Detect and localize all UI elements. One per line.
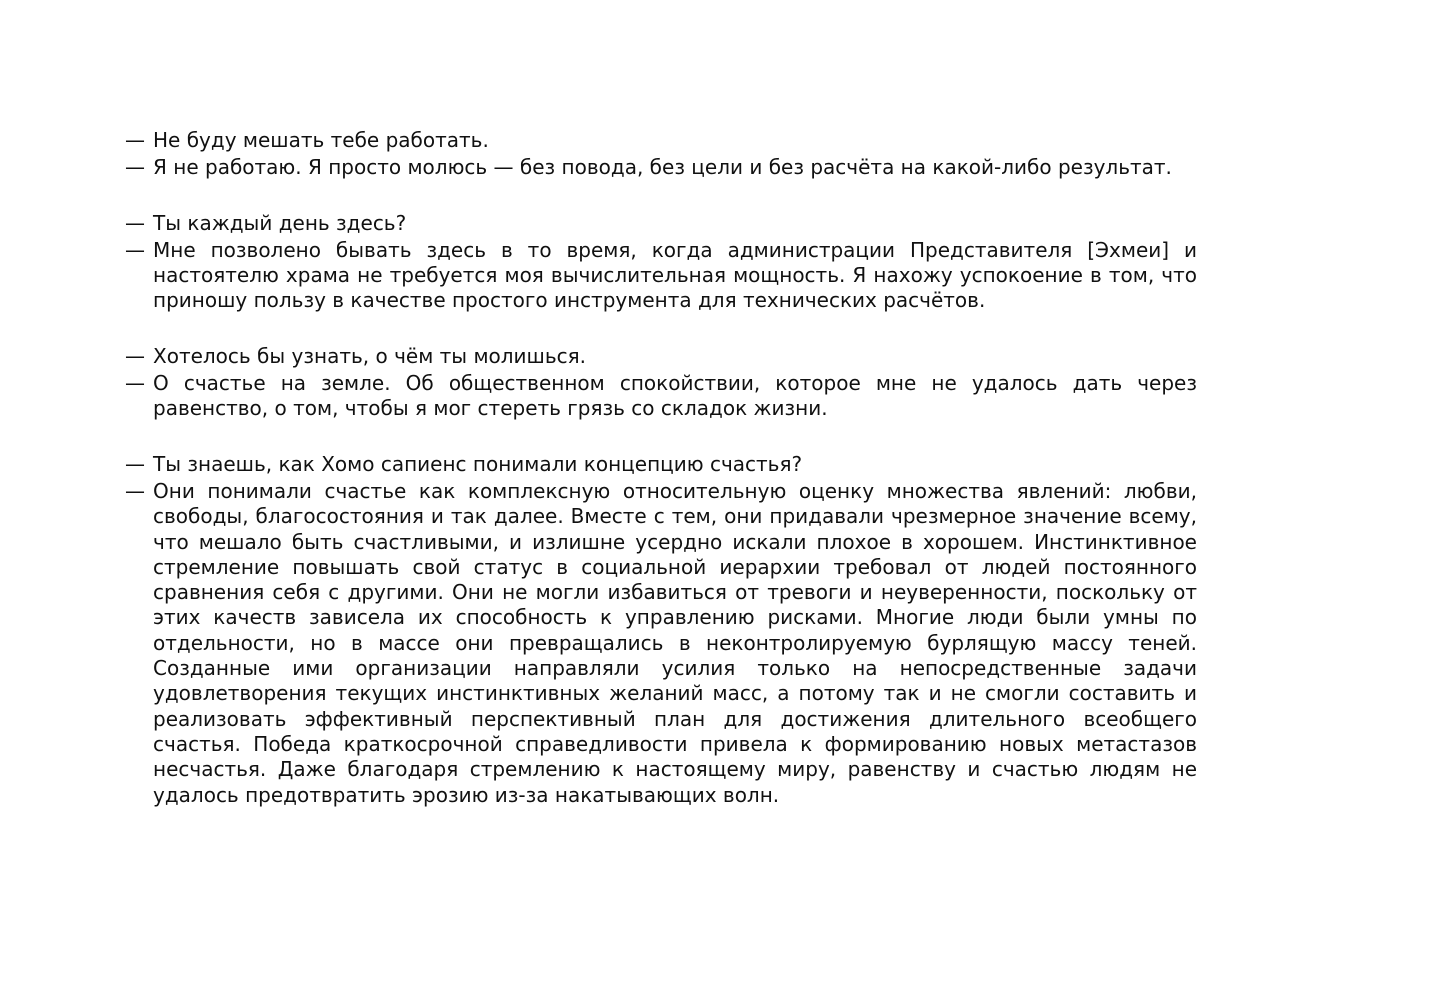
dialogue-block-3 bbox=[125, 344, 1197, 422]
dialogue-line bbox=[125, 344, 1197, 369]
dash-mark: — bbox=[125, 451, 145, 476]
dialogue-line bbox=[125, 155, 1197, 180]
dialogue-text: Ты знаешь, как Хомо сапиенс понимали концепцию счастья? bbox=[153, 451, 803, 476]
dash-mark: — bbox=[125, 343, 145, 368]
dash-mark: — bbox=[125, 237, 145, 262]
dialogue-text: Я не работаю. Я просто молюсь — без повода, без цели и без расчёта на какой-либо результат. bbox=[153, 155, 1172, 180]
dialogue-text: Ты каждый день здесь? bbox=[153, 210, 407, 235]
dash-mark: — bbox=[125, 371, 145, 396]
dialogue-line bbox=[125, 371, 1197, 422]
document-page bbox=[125, 128, 1197, 808]
dialogue-block-4 bbox=[125, 452, 1197, 808]
dialogue-line bbox=[125, 128, 1197, 153]
dialogue-text: Хотелось бы узнать, о чём ты молишься. bbox=[153, 343, 587, 368]
dialogue-block-2 bbox=[125, 211, 1197, 314]
dash-mark: — bbox=[125, 155, 145, 180]
dash-mark: — bbox=[125, 478, 145, 503]
dialogue-text: Они понимали счастье как комплексную относительную оценку множества явлений: любви, свободы, благосостояния и так далее. Вместе с тем, они придавали чрезмерное значение всему, что мешало быть счастливыми, и излишне усердно искали плохое в хорошем. Инстинктивное стремление повышать свой статус в социальной иерархии требовал от людей постоянного сравнения себя с другими. Они не могли избавиться от тревоги и неуверенности, поскольку от этих качеств зависела их способность к управлению рисками. Многие люди были умны по отдельности, но в массе они превращались в неконтролируемую бурлящую массу теней. Созданные ими организации направляли усилия только на непосредственные задачи удовлетворения текущих инстинктивных желаний масс, а потому так и не смогли составить и реализовать эффективный перспективный план для достижения длительного всеобщего счастья. Победа краткосрочной справедливости привела к формированию новых метастазов несчастья. Даже благодаря стремлению к настоящему миру, равенству и счастью людям не удалось предотвратить эрозию из-за накатывающих волн. bbox=[153, 478, 1197, 807]
dialogue-line bbox=[125, 238, 1197, 314]
dialogue-text: Мне позволено бывать здесь в то время, когда администрации Представителя [Эхмеи] и настоятелю храма не требуется моя вычислительная мощность. Я нахожу успокоение в том, что приношу пользу в качестве простого инструмента для технических расчётов. bbox=[153, 237, 1197, 313]
dialogue-text: Не буду мешать тебе работать. bbox=[153, 128, 489, 152]
dash-mark: — bbox=[125, 128, 145, 152]
dialogue-text: О счастье на земле. Об общественном спокойствии, которое мне не удалось дать через равенство, о том, чтобы я мог стереть грязь со складок жизни. bbox=[153, 371, 1197, 421]
dash-mark: — bbox=[125, 210, 145, 235]
dialogue-line bbox=[125, 452, 1197, 477]
dialogue-block-1 bbox=[125, 128, 1197, 181]
dialogue-line bbox=[125, 211, 1197, 236]
dialogue-line bbox=[125, 479, 1197, 808]
